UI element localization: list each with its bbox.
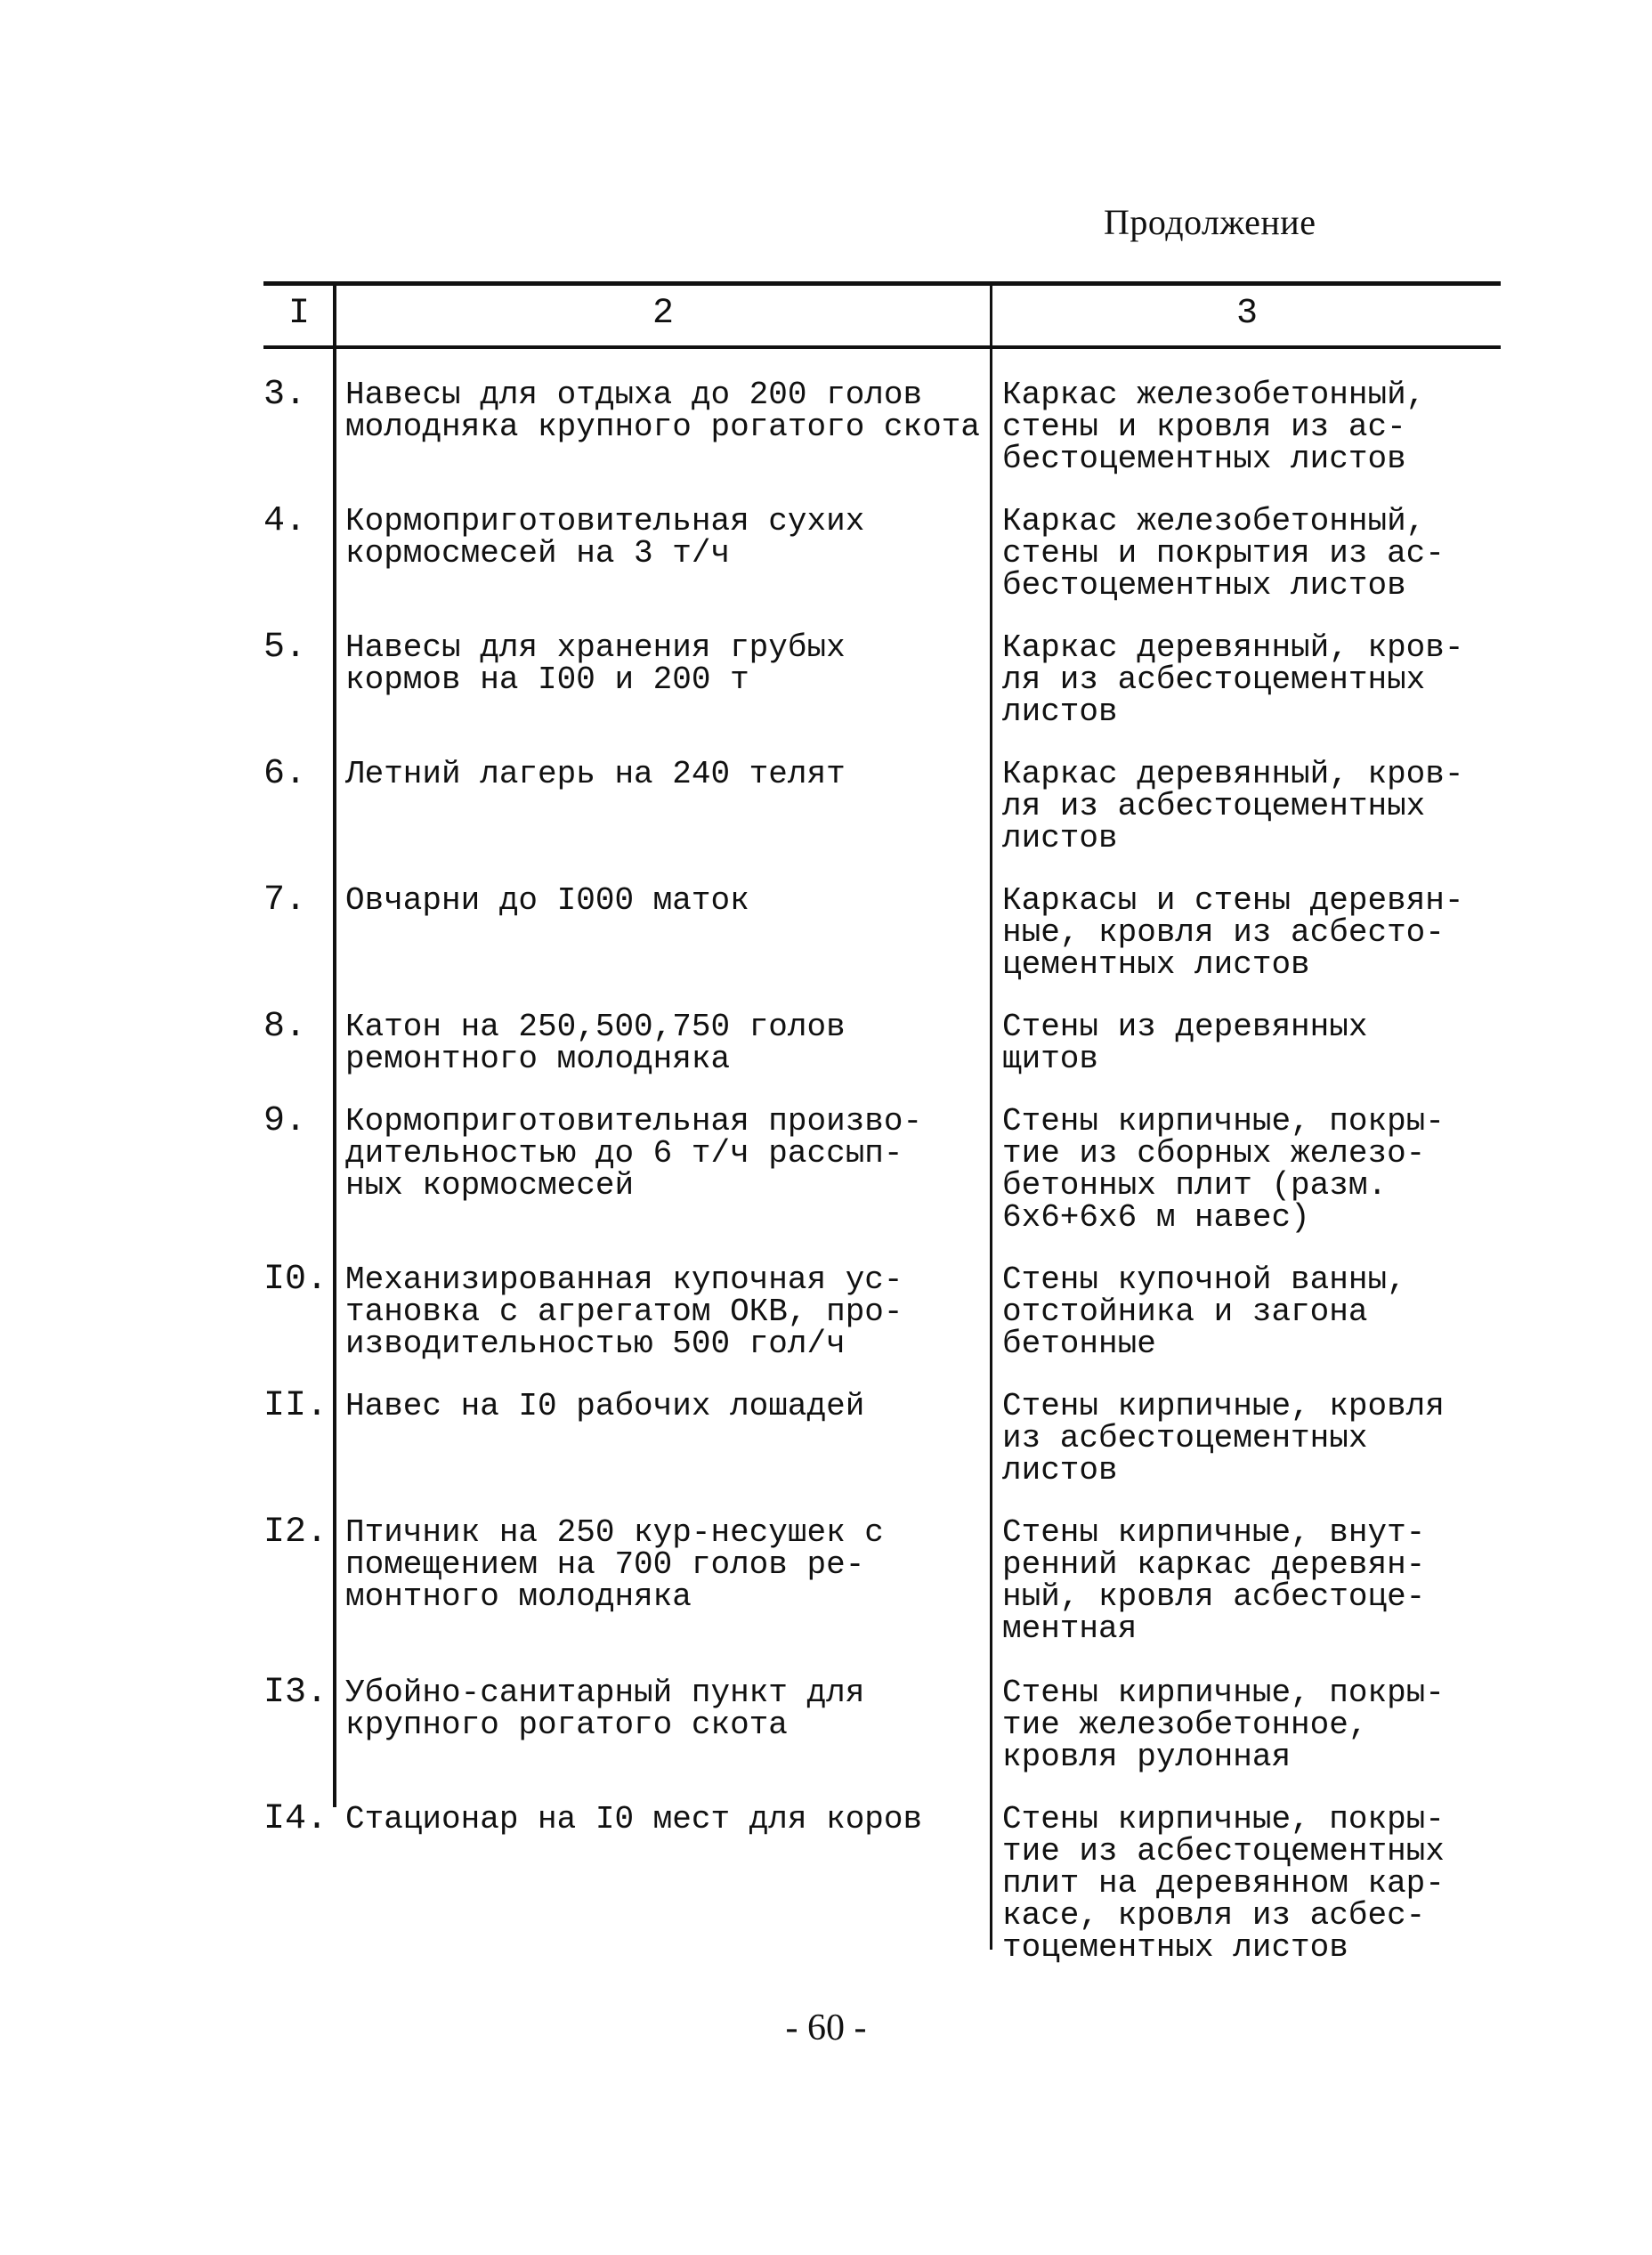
object-name: Навесы для отдыха до 200 голов молодняка крупного рогатого скота	[345, 377, 980, 445]
construction-description: Стены кирпичные, покры- тие из асбестоцементных плит на деревянном кар- касе, кровля из асбес- тоцементных листов	[1002, 1801, 1445, 1966]
continuation-label: Продолжение	[1104, 202, 1316, 242]
object-name: Кормоприготовительная произво- дительностью до 6 т/ч рассып- ных кормосмесей	[345, 1103, 923, 1204]
construction-description: Стены кирпичные, кровля из асбестоцементных листов	[1002, 1388, 1445, 1488]
row-number: 8.	[263, 1007, 307, 1047]
row-number: 6.	[263, 754, 307, 794]
object-name: Убойно-санитарный пункт для крупного рогатого скота	[345, 1675, 865, 1743]
column-header-1: I	[287, 294, 310, 334]
row-number: I3.	[263, 1673, 328, 1713]
construction-description: Каркас деревянный, кров- ля из асбестоцементных листов	[1002, 629, 1464, 730]
object-name: Птичник на 250 кур-несушек с помещением на 700 голов ре- монтного молодняка	[345, 1514, 884, 1615]
table-header-rule	[263, 345, 1501, 349]
construction-description: Стены из деревянных щитов	[1002, 1009, 1368, 1077]
construction-description: Стены кирпичные, внут- ренний каркас деревян- ный, кровля асбестоце- ментная	[1002, 1514, 1426, 1647]
row-number: 4.	[263, 501, 307, 541]
construction-description: Каркас железобетонный, стены и покрытия из ас- бестоцементных листов	[1002, 503, 1445, 604]
construction-description: Каркасы и стены деревян- ные, кровля из асбесто- цементных листов	[1002, 882, 1464, 983]
construction-description: Стены кирпичные, покры- тие железобетонное, кровля рулонная	[1002, 1675, 1445, 1775]
page-number: - 60 -	[785, 2008, 867, 2048]
object-name: Стационар на I0 мест для коров	[345, 1801, 923, 1837]
object-name: Овчарни до I000 маток	[345, 882, 749, 919]
row-number: II.	[263, 1386, 328, 1426]
row-number: 7.	[263, 880, 307, 921]
object-name: Катон на 250,500,750 голов ремонтного молодняка	[345, 1009, 846, 1077]
construction-description: Каркас деревянный, кров- ля из асбестоцементных листов	[1002, 756, 1464, 856]
column-divider-2	[990, 283, 992, 1950]
row-number: I2.	[263, 1513, 328, 1553]
row-number: 9.	[263, 1101, 307, 1141]
object-name: Механизированная купочная ус- тановка с агрегатом ОКВ, про- изводительностью 500 гол/ч	[345, 1261, 903, 1362]
object-name: Кормоприготовительная сухих кормосмесей на 3 т/ч	[345, 503, 865, 572]
row-number: I0.	[263, 1260, 328, 1300]
row-number: I4.	[263, 1799, 328, 1839]
construction-description: Стены купочной ванны, отстойника и загона бетонные	[1002, 1261, 1406, 1362]
object-name: Летний лагерь на 240 телят	[345, 756, 846, 792]
object-name: Навес на I0 рабочих лошадей	[345, 1388, 865, 1424]
column-header-2: 2	[652, 294, 674, 334]
object-name: Навесы для хранения грубых кормов на I00 и 200 т	[345, 629, 846, 698]
row-number: 3.	[263, 375, 307, 415]
row-number: 5.	[263, 628, 307, 668]
table-top-rule	[263, 281, 1501, 286]
column-header-3: 3	[1235, 294, 1258, 334]
construction-description: Стены кирпичные, покры- тие из сборных железо- бетонных плит (разм. 6х6+6х6 м навес)	[1002, 1103, 1445, 1236]
construction-description: Каркас железобетонный, стены и кровля из ас- бестоцементных листов	[1002, 377, 1426, 477]
